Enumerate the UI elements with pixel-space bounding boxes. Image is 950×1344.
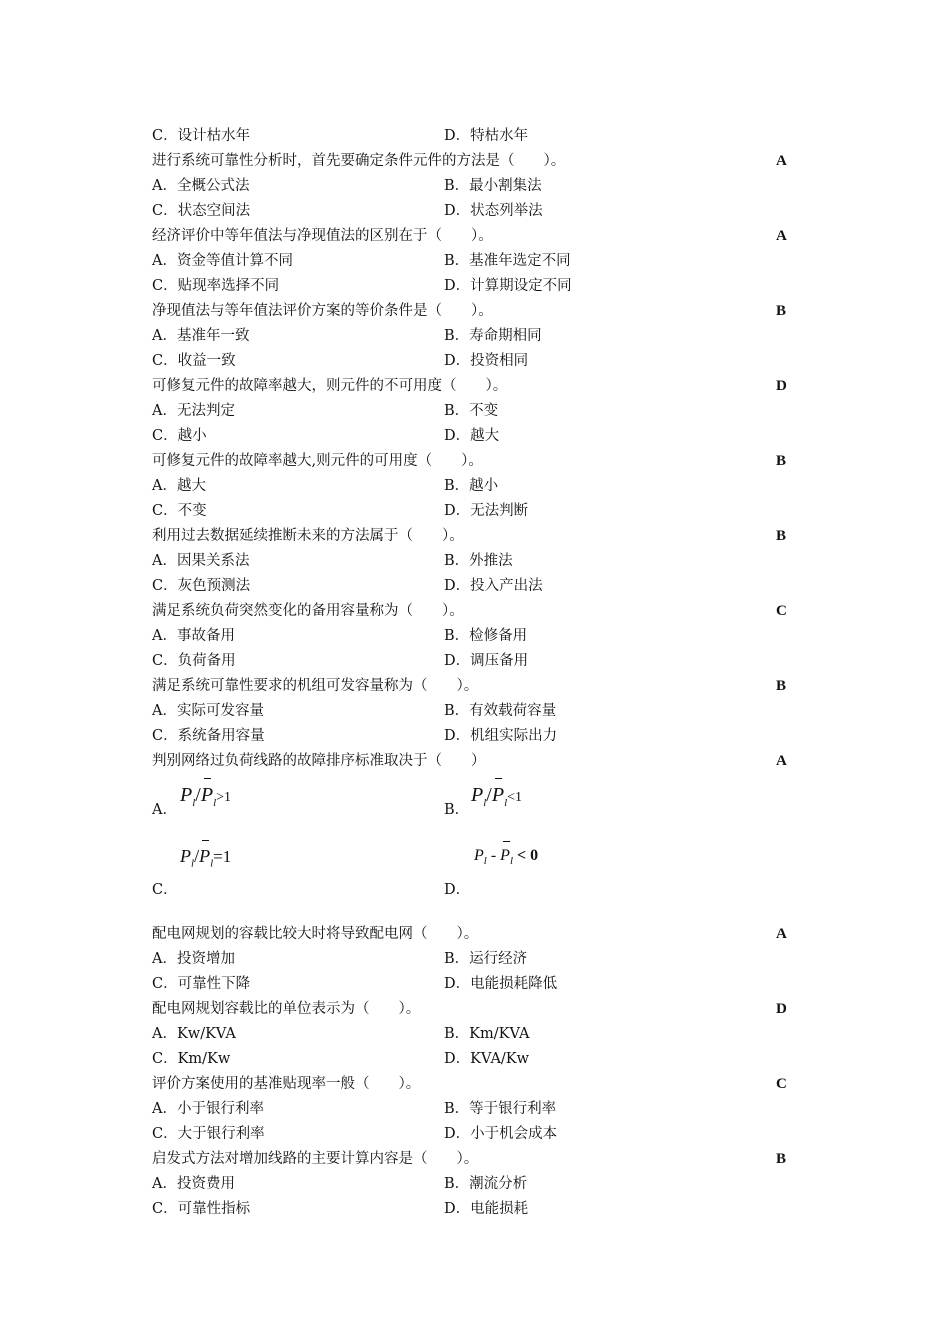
option-row xyxy=(152,624,792,649)
option-row xyxy=(152,499,792,524)
option-a: A．全概公式法 xyxy=(152,178,250,194)
option-a: A．投资增加 xyxy=(152,951,235,967)
option-row xyxy=(152,1197,792,1222)
question-row xyxy=(152,749,792,774)
option-d: D．状态列举法 xyxy=(444,203,543,219)
option-b-label: B． xyxy=(444,802,470,818)
option-c: C．系统备用容量 xyxy=(152,728,265,744)
option-c: C．大于银行利率 xyxy=(152,1126,265,1142)
option-row xyxy=(152,972,792,997)
option-a: A．小于银行利率 xyxy=(152,1101,264,1117)
question-text: 满足系统负荷突然变化的备用容量称为（ ）。 xyxy=(152,603,464,619)
question-text: 评价方案使用的基准贴现率一般（ ）。 xyxy=(152,1076,421,1092)
option-a: A．事故备用 xyxy=(152,628,235,644)
option-a-label: A． xyxy=(152,802,177,818)
option-row xyxy=(152,249,792,274)
option-d: D．小于机会成本 xyxy=(444,1126,558,1142)
option-d: D．无法判断 xyxy=(444,503,529,519)
option-row xyxy=(152,324,792,349)
formula-c: $P_l/P_l=1$ xyxy=(180,846,232,870)
answer-key: D xyxy=(776,378,787,394)
answer-key: A xyxy=(776,228,787,244)
question-text: 利用过去数据延续推断未来的方法属于（ ）。 xyxy=(152,528,464,544)
answer-key: B xyxy=(776,303,787,319)
question-text: 配电网规划容载比的单位表示为（ ）。 xyxy=(152,1001,421,1017)
option-d-label: D． xyxy=(444,882,471,898)
answer-key: C xyxy=(776,1076,787,1092)
option-a: A．Kw/KVA xyxy=(152,1026,236,1042)
option-c: C．设计枯水年 xyxy=(152,128,251,144)
option-b: B．最小割集法 xyxy=(444,178,542,194)
option-d: D．越大 xyxy=(444,428,500,444)
question-text: 进行系统可靠性分析时，首先要确定条件元件的方法是（ ）。 xyxy=(152,153,566,169)
option-row xyxy=(152,199,792,224)
answer-key: B xyxy=(776,1151,787,1167)
option-a: A．资金等值计算不同 xyxy=(152,253,293,269)
question-text: 配电网规划的容载比较大时将导致配电网（ ）。 xyxy=(152,926,479,942)
option-c: C．可靠性指标 xyxy=(152,1201,251,1217)
answer-key: B xyxy=(776,678,787,694)
option-row xyxy=(152,1172,792,1197)
option-a: A．因果关系法 xyxy=(152,553,250,569)
option-c: C．灰色预测法 xyxy=(152,578,251,594)
question-text: 可修复元件的故障率越大,则元件的可用度（ ）。 xyxy=(152,453,483,469)
formula-d: $P_l - P_l < 0$ xyxy=(474,847,539,868)
option-b: B．Km/KVA xyxy=(444,1026,530,1042)
option-row xyxy=(152,724,792,749)
answer-key: B xyxy=(776,528,787,544)
question-text: 满足系统可靠性要求的机组可发容量称为（ ）。 xyxy=(152,678,479,694)
option-c: C．状态空间法 xyxy=(152,203,251,219)
answer-key: D xyxy=(776,1001,787,1017)
question-row xyxy=(152,997,792,1022)
option-b: B．外推法 xyxy=(444,553,513,569)
option-row xyxy=(152,1047,792,1072)
option-d: D．机组实际出力 xyxy=(444,728,558,744)
option-b: B．寿命期相同 xyxy=(444,328,542,344)
option-c: C．可靠性下降 xyxy=(152,976,251,992)
option-b: B．潮流分析 xyxy=(444,1176,528,1192)
option-row xyxy=(152,349,792,374)
option-d: D．电能损耗降低 xyxy=(444,976,558,992)
option-row xyxy=(152,574,792,599)
option-row xyxy=(152,474,792,499)
option-b: B．运行经济 xyxy=(444,951,528,967)
option-d: D．投入产出法 xyxy=(444,578,543,594)
option-a: A．基准年一致 xyxy=(152,328,250,344)
question-text: 启发式方法对增加线路的主要计算内容是（ ）。 xyxy=(152,1151,479,1167)
option-c: C．Km/Kw xyxy=(152,1051,231,1067)
question-row xyxy=(152,674,792,699)
option-row xyxy=(152,878,792,903)
question-text: 可修复元件的故障率越大，则元件的不可用度（ ）。 xyxy=(152,378,508,394)
option-b: B．有效载荷容量 xyxy=(444,703,557,719)
option-c: C．收益一致 xyxy=(152,353,236,369)
option-a: A．实际可发容量 xyxy=(152,703,264,719)
question-row xyxy=(152,299,792,324)
option-row xyxy=(152,174,792,199)
option-b: B．越小 xyxy=(444,478,499,494)
option-a: A．投资费用 xyxy=(152,1176,235,1192)
option-d: D．计算期设定不同 xyxy=(444,278,572,294)
option-b: B．不变 xyxy=(444,403,499,419)
option-row xyxy=(152,274,792,299)
question-row xyxy=(152,374,792,399)
option-c: C．不变 xyxy=(152,503,207,519)
question-row xyxy=(152,449,792,474)
option-c: C．负荷备用 xyxy=(152,653,236,669)
answer-key: B xyxy=(776,453,787,469)
question-row xyxy=(152,599,792,624)
option-a: A．无法判定 xyxy=(152,403,235,419)
option-b: B．检修备用 xyxy=(444,628,528,644)
option-row xyxy=(152,549,792,574)
question-text: 判别网络过负荷线路的故障排序标准取决于（ ） xyxy=(152,753,486,769)
option-row xyxy=(152,1097,792,1122)
answer-key: A xyxy=(776,753,787,769)
option-row xyxy=(152,947,792,972)
option-d: D．电能损耗 xyxy=(444,1201,529,1217)
answer-key: C xyxy=(776,603,787,619)
option-c: C．贴现率选择不同 xyxy=(152,278,280,294)
option-d: D．KVA/Kw xyxy=(444,1051,530,1067)
question-row xyxy=(152,922,792,947)
answer-key: A xyxy=(776,153,787,169)
question-text: 净现值法与等年值法评价方案的等价条件是（ ）。 xyxy=(152,303,493,319)
question-row xyxy=(152,149,792,174)
option-d: D．投资相同 xyxy=(444,353,529,369)
option-row xyxy=(152,699,792,724)
question-row xyxy=(152,224,792,249)
option-row xyxy=(152,1022,792,1047)
answer-key: A xyxy=(776,926,787,942)
option-a: A．越大 xyxy=(152,478,206,494)
question-row xyxy=(152,524,792,549)
option-b: B．等于银行利率 xyxy=(444,1101,557,1117)
question-row xyxy=(152,1147,792,1172)
option-row xyxy=(152,1122,792,1147)
option-row xyxy=(152,649,792,674)
option-c: C．越小 xyxy=(152,428,207,444)
option-row xyxy=(152,399,792,424)
option-d: D．调压备用 xyxy=(444,653,529,669)
option-row xyxy=(152,124,792,149)
question-text: 经济评价中等年值法与净现值法的区别在于（ ）。 xyxy=(152,228,493,244)
option-c-label: C． xyxy=(152,882,178,898)
formula-b: $P_l/P_l<1$ xyxy=(471,784,523,809)
option-d: D．特枯水年 xyxy=(444,128,529,144)
option-b: B．基准年选定不同 xyxy=(444,253,571,269)
question-row xyxy=(152,1072,792,1097)
formula-a: $P_l/P_l>1$ xyxy=(180,784,232,809)
option-row xyxy=(152,424,792,449)
